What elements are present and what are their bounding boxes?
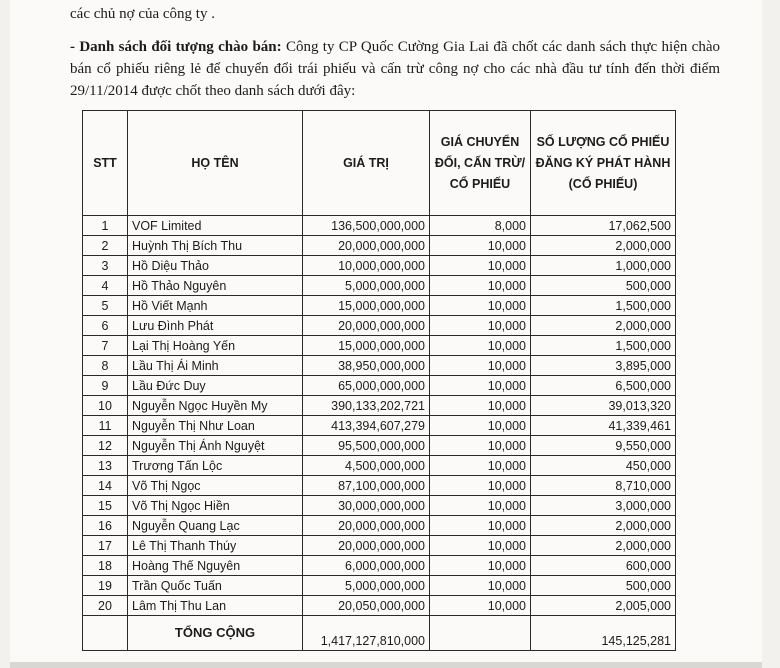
cell-name: Nguyễn Thị Như Loan <box>128 416 303 436</box>
cell-qty: 500,000 <box>531 276 676 296</box>
cell-price: 10,000 <box>430 436 531 456</box>
header-qty: SỐ LƯỢNG CỔ PHIẾU ĐĂNG KÝ PHÁT HÀNH (CỔ PHIẾU) <box>531 111 676 216</box>
cell-value: 15,000,000,000 <box>303 336 430 356</box>
cell-price: 10,000 <box>430 596 531 616</box>
cell-stt: 20 <box>83 596 128 616</box>
cell-name: Huỳnh Thị Bích Thu <box>128 236 303 256</box>
cell-stt: 17 <box>83 536 128 556</box>
cell-stt: 16 <box>83 516 128 536</box>
total-stt-cell <box>83 616 128 651</box>
offer-list-paragraph <box>70 36 720 102</box>
cell-price: 10,000 <box>430 236 531 256</box>
cell-name: Nguyễn Quang Lạc <box>128 516 303 536</box>
cell-price: 10,000 <box>430 516 531 536</box>
cell-value: 20,000,000,000 <box>303 236 430 256</box>
cell-stt: 4 <box>83 276 128 296</box>
cell-qty: 2,000,000 <box>531 536 676 556</box>
cell-value: 6,000,000,000 <box>303 556 430 576</box>
cell-value: 20,000,000,000 <box>303 516 430 536</box>
cell-qty: 2,005,000 <box>531 596 676 616</box>
cell-value: 38,950,000,000 <box>303 356 430 376</box>
cell-qty: 39,013,320 <box>531 396 676 416</box>
cell-stt: 10 <box>83 396 128 416</box>
cell-qty: 1,500,000 <box>531 296 676 316</box>
table-row <box>83 476 676 496</box>
cell-price: 8,000 <box>430 216 531 236</box>
cell-stt: 18 <box>83 556 128 576</box>
cell-stt: 13 <box>83 456 128 476</box>
table-row <box>83 236 676 256</box>
cell-qty: 500,000 <box>531 576 676 596</box>
cell-qty: 2,000,000 <box>531 316 676 336</box>
cell-stt: 12 <box>83 436 128 456</box>
table-row <box>83 416 676 436</box>
cell-stt: 1 <box>83 216 128 236</box>
table-row <box>83 356 676 376</box>
cell-value: 30,000,000,000 <box>303 496 430 516</box>
cell-price: 10,000 <box>430 416 531 436</box>
document-page <box>10 0 762 668</box>
cell-price: 10,000 <box>430 256 531 276</box>
cell-price: 10,000 <box>430 316 531 336</box>
cell-stt: 3 <box>83 256 128 276</box>
cell-name: Hồ Viết Mạnh <box>128 296 303 316</box>
cell-stt: 11 <box>83 416 128 436</box>
cell-value: 10,000,000,000 <box>303 256 430 276</box>
cell-price: 10,000 <box>430 396 531 416</box>
cell-value: 4,500,000,000 <box>303 456 430 476</box>
cell-qty: 17,062,500 <box>531 216 676 236</box>
total-qty: 145,125,281 <box>531 616 676 651</box>
top-line-text: các chủ nợ của công ty . <box>70 6 215 22</box>
cell-qty: 1,000,000 <box>531 256 676 276</box>
paragraph-body: Công ty CP Quốc Cường Gia Lai đã chốt các danh sách thực hiện chào bán cổ phiếu riêng lẻ để chuyển đổi trái phiếu và cấn trừ công nợ cho các nhà đầu tư tính đến thời điểm 29/11/2014 được chốt theo danh sách dưới đây: <box>70 39 720 99</box>
paragraph-lead: - Danh sách đối tượng chào bán: <box>70 39 282 55</box>
cell-price: 10,000 <box>430 336 531 356</box>
table-row <box>83 296 676 316</box>
header-stt: STT <box>83 111 128 216</box>
cell-qty: 1,500,000 <box>531 336 676 356</box>
table-row <box>83 216 676 236</box>
cell-qty: 3,000,000 <box>531 496 676 516</box>
investor-table <box>82 110 676 651</box>
cell-stt: 6 <box>83 316 128 336</box>
cell-name: Nguyễn Ngọc Huyền My <box>128 396 303 416</box>
cell-name: VOF Limited <box>128 216 303 236</box>
cell-price: 10,000 <box>430 556 531 576</box>
table-row <box>83 396 676 416</box>
table-row <box>83 576 676 596</box>
cell-qty: 41,339,461 <box>531 416 676 436</box>
cell-qty: 3,895,000 <box>531 356 676 376</box>
cell-value: 20,000,000,000 <box>303 536 430 556</box>
table-body <box>83 216 676 616</box>
cell-value: 95,500,000,000 <box>303 436 430 456</box>
cell-price: 10,000 <box>430 356 531 376</box>
cell-qty: 6,500,000 <box>531 376 676 396</box>
cell-qty: 600,000 <box>531 556 676 576</box>
cell-value: 20,050,000,000 <box>303 596 430 616</box>
cell-value: 5,000,000,000 <box>303 576 430 596</box>
cell-price: 10,000 <box>430 536 531 556</box>
cell-value: 413,394,607,279 <box>303 416 430 436</box>
cell-value: 5,000,000,000 <box>303 276 430 296</box>
cell-name: Lại Thị Hoàng Yến <box>128 336 303 356</box>
total-price-cell <box>430 616 531 651</box>
table-row <box>83 336 676 356</box>
total-row <box>83 616 676 651</box>
total-label: TỔNG CỘNG <box>128 616 303 651</box>
table-row <box>83 436 676 456</box>
cell-name: Hoàng Thế Nguyên <box>128 556 303 576</box>
cell-name: Lâm Thị Thu Lan <box>128 596 303 616</box>
table-header-row <box>83 111 676 216</box>
cell-stt: 8 <box>83 356 128 376</box>
cell-value: 87,100,000,000 <box>303 476 430 496</box>
cell-name: Võ Thị Ngọc Hiền <box>128 496 303 516</box>
cell-stt: 14 <box>83 476 128 496</box>
cell-qty: 2,000,000 <box>531 516 676 536</box>
cell-price: 10,000 <box>430 296 531 316</box>
table-row <box>83 456 676 476</box>
cell-price: 10,000 <box>430 376 531 396</box>
cell-stt: 9 <box>83 376 128 396</box>
cell-qty: 2,000,000 <box>531 236 676 256</box>
cell-name: Võ Thị Ngọc <box>128 476 303 496</box>
cell-stt: 7 <box>83 336 128 356</box>
table-row <box>83 316 676 336</box>
cell-stt: 19 <box>83 576 128 596</box>
cell-qty: 450,000 <box>531 456 676 476</box>
cell-name: Lưu Đình Phát <box>128 316 303 336</box>
cell-value: 390,133,202,721 <box>303 396 430 416</box>
cell-qty: 9,550,000 <box>531 436 676 456</box>
cell-qty: 8,710,000 <box>531 476 676 496</box>
cell-price: 10,000 <box>430 476 531 496</box>
cell-price: 10,000 <box>430 456 531 476</box>
cell-name: Lầu Đức Duy <box>128 376 303 396</box>
table-row <box>83 276 676 296</box>
cell-price: 10,000 <box>430 496 531 516</box>
table-row <box>83 256 676 276</box>
cell-stt: 2 <box>83 236 128 256</box>
cell-name: Hồ Thảo Nguyên <box>128 276 303 296</box>
cell-price: 10,000 <box>430 276 531 296</box>
cell-stt: 5 <box>83 296 128 316</box>
header-price: GIÁ CHUYỂN ĐỔI, CẤN TRỪ/ CỔ PHIẾU <box>430 111 531 216</box>
cell-price: 10,000 <box>430 576 531 596</box>
table-row <box>83 536 676 556</box>
cell-name: Lê Thị Thanh Thúy <box>128 536 303 556</box>
total-value: 1,417,127,810,000 <box>303 616 430 651</box>
cell-name: Lầu Thị Ái Minh <box>128 356 303 376</box>
cell-value: 20,000,000,000 <box>303 316 430 336</box>
table-row <box>83 596 676 616</box>
cell-name: Trương Tấn Lộc <box>128 456 303 476</box>
cell-name: Hồ Diệu Thảo <box>128 256 303 276</box>
table-row <box>83 516 676 536</box>
cell-value: 15,000,000,000 <box>303 296 430 316</box>
cell-value: 136,500,000,000 <box>303 216 430 236</box>
cell-value: 65,000,000,000 <box>303 376 430 396</box>
table-row <box>83 496 676 516</box>
cell-name: Trần Quốc Tuấn <box>128 576 303 596</box>
table-row <box>83 556 676 576</box>
page-bottom-edge <box>10 662 762 668</box>
table-row <box>83 376 676 396</box>
cell-name: Nguyễn Thị Ánh Nguyệt <box>128 436 303 456</box>
header-name: HỌ TÊN <box>128 111 303 216</box>
header-value: GIÁ TRỊ <box>303 111 430 216</box>
cell-stt: 15 <box>83 496 128 516</box>
